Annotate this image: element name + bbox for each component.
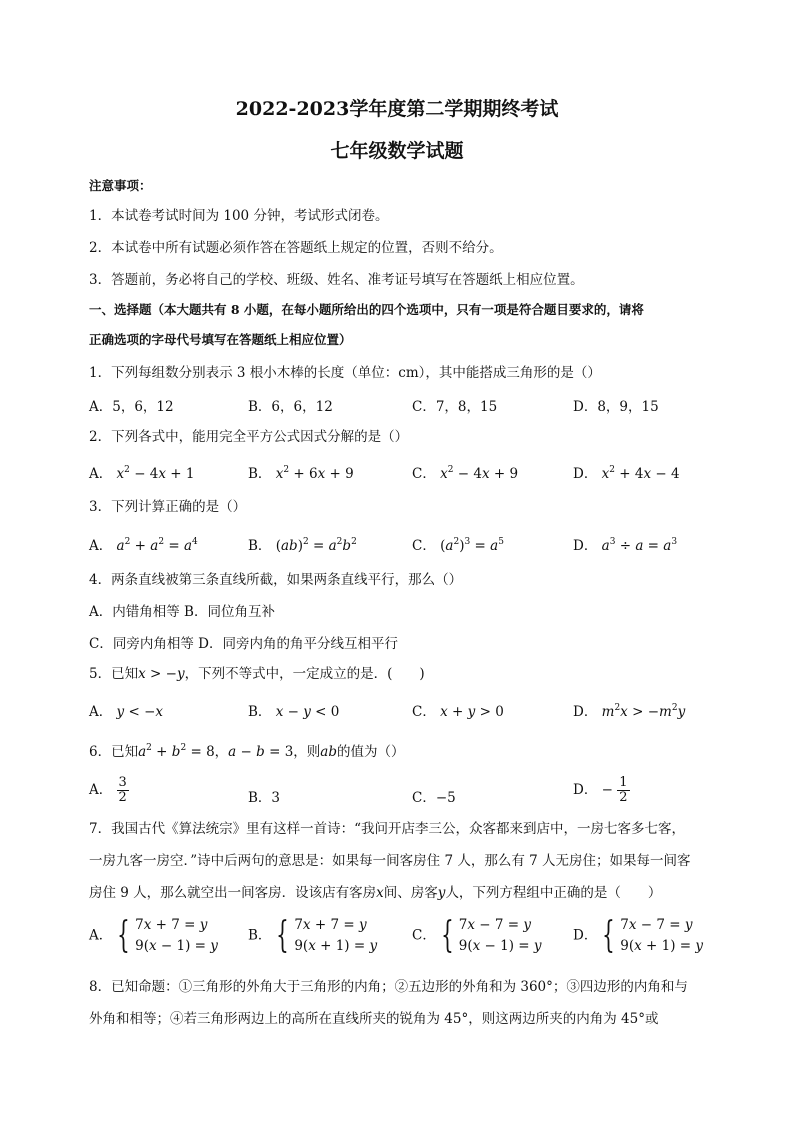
question-1-stem: 1．下列每组数分别表示 3 根小木棒的长度（单位：cm），其中能搭成三角形的是（） bbox=[89, 365, 601, 381]
question-2-stem: 2．下列各式中，能用完全平方公式因式分解的是（） bbox=[89, 429, 409, 445]
q3-option-b: B． $(ab)^2 = a^2b^2$ bbox=[248, 537, 357, 554]
question-6-stem: 6．已知$a^2 + b^2 = 8$，a − b = 3，则ab的值为（） bbox=[89, 743, 405, 760]
q3-option-d: D． $a^3 \div a = a^3$ bbox=[573, 537, 678, 554]
question-8-line1: 8．已知命题：①三角形的外角大于三角形的内角；②五边形的外角和为 360°；③四边形的内角和与 bbox=[89, 979, 688, 995]
q3-option-c: C． $(a^2)^3 = a^5$ bbox=[412, 537, 504, 554]
q7-option-c: C． { 7x − 7 = y 9(x − 1) = y bbox=[412, 915, 542, 956]
note-item-1: 1．本试卷考试时间为 100 分钟，考试形式闭卷。 bbox=[89, 208, 389, 224]
q6-option-d: D． − $\frac{1}{2}$ bbox=[573, 775, 628, 805]
q1-option-d: D．8，9，15 bbox=[573, 399, 659, 415]
notes-heading: 注意事项： bbox=[89, 178, 152, 193]
note-item-3: 3．答题前，务必将自己的学校、班级、姓名、准考证号填写在答题纸上相应位置。 bbox=[89, 272, 584, 288]
question-3-stem: 3．下列计算正确的是（） bbox=[89, 499, 247, 515]
question-7-line1: 7．我国古代《算法统宗》里有这样一首诗：“我问开店李三公，众客都来到店中，一房七客多七客， bbox=[89, 821, 685, 837]
q1-option-b: B．6，6，12 bbox=[248, 399, 333, 415]
q5-option-c: C． x + y > 0 bbox=[412, 704, 504, 720]
q7-option-d: D． { 7x − 7 = y 9(x + 1) = y bbox=[573, 915, 704, 956]
q5-option-a: A． y < −x bbox=[89, 704, 164, 720]
q6-option-c: C．−5 bbox=[412, 790, 456, 806]
q4-options-cd: C．同旁内角相等 D．同旁内角的角平分线互相平行 bbox=[89, 636, 398, 652]
q2-option-d: D． $x^2 + 4x - 4$ bbox=[573, 465, 680, 482]
exam-subtitle: 七年级数学试题 bbox=[330, 140, 464, 162]
q4-options-ab: A．内错角相等 B．同位角互补 bbox=[89, 604, 275, 620]
question-7-line3: 房住 9 人，那么就空出一间客房．设该店有客房x间、房客y人，下列方程组中正确的是（ ） bbox=[89, 885, 662, 901]
q1-option-c: C．7，8，15 bbox=[412, 399, 498, 415]
q2-option-c: C． $x^2 - 4x + 9$ bbox=[412, 465, 519, 482]
question-4-stem: 4．两条直线被第三条直线所截，如果两条直线平行，那么（） bbox=[89, 572, 463, 588]
q1-option-a: A．5，6，12 bbox=[89, 399, 174, 415]
q2-option-b: B． $x^2 + 6x + 9$ bbox=[248, 465, 354, 482]
question-7-line2: 一房九客一房空．”诗中后两句的意思是：如果每一间客房住 7 人，那么有 7 人无房住；如果每一间客 bbox=[89, 853, 691, 869]
section-heading-line2: 正确选项的字母代号填写在答题纸上相应位置） bbox=[89, 332, 352, 347]
q7-option-b: B． { 7x + 7 = y 9(x + 1) = y bbox=[248, 915, 378, 956]
exam-title: 2022-2023学年度第二学期期终考试 bbox=[235, 98, 559, 120]
question-5-stem: 5．已知x > −y，下列不等式中，一定成立的是．( ) bbox=[89, 666, 425, 682]
q6-option-b: B．3 bbox=[248, 790, 281, 806]
q3-option-a: A． $a^2 + a^2 = a^4$ bbox=[89, 537, 198, 554]
q2-option-a: A． $x^2 - 4x + 1$ bbox=[89, 465, 195, 482]
q7-option-a: A． { 7x + 7 = y 9(x − 1) = y bbox=[89, 915, 218, 956]
q6-option-a: A． $\frac{3}{2}$ bbox=[89, 775, 127, 805]
q5-option-d: D． $m^2x > -m^2y$ bbox=[573, 703, 686, 720]
q5-option-b: B． x − y < 0 bbox=[248, 704, 340, 720]
note-item-2: 2．本试卷中所有试题必须作答在答题纸上规定的位置，否则不给分。 bbox=[89, 240, 503, 256]
section-heading-line1: 一、选择题（本大题共有 8 小题，在每小题所给出的四个选项中，只有一项是符合题目要求的，请将 bbox=[89, 302, 644, 317]
question-8-line2: 外角和相等；④若三角形两边上的高所在直线所夹的锐角为 45°，则这两边所夹的内角为 45°或 bbox=[89, 1011, 659, 1027]
